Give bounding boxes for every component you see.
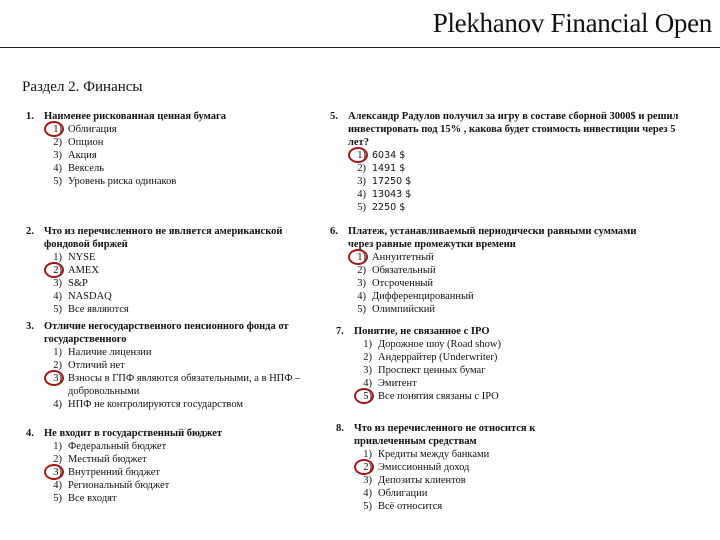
- option-text: Уровень риска одинаков: [68, 176, 177, 187]
- option-text: Всё относится: [378, 501, 443, 512]
- question-2: [26, 225, 306, 316]
- answer-option[interactable]: [44, 453, 306, 466]
- option-text: Облигация: [68, 124, 117, 135]
- question-text: Не входит в государственный бюджет: [44, 428, 223, 439]
- question-7: [336, 325, 666, 403]
- selected-answer-circle: [348, 249, 368, 265]
- option-number: 5): [357, 202, 366, 213]
- option-text: Наличие лицензии: [68, 347, 152, 358]
- question-number: 8.: [336, 423, 344, 434]
- option-number: 3): [53, 373, 62, 384]
- option-number: 3): [357, 176, 366, 187]
- answer-option[interactable]: [354, 364, 666, 377]
- answer-option[interactable]: [44, 440, 306, 453]
- option-number: 3): [363, 475, 372, 486]
- option-number: 1): [363, 339, 372, 350]
- answer-option[interactable]: [354, 390, 666, 403]
- selected-answer-circle: [348, 147, 368, 163]
- answer-option[interactable]: [44, 162, 316, 175]
- option-text: Отличий нет: [68, 360, 125, 371]
- option-number: 1): [53, 347, 62, 358]
- answer-option[interactable]: [348, 303, 660, 316]
- question-number: 6.: [330, 226, 338, 237]
- option-number: 4): [363, 378, 372, 389]
- option-text: НПФ не контролируются государством: [68, 399, 244, 410]
- answer-option[interactable]: [44, 251, 306, 264]
- answer-option[interactable]: [354, 500, 556, 513]
- option-number: 5): [53, 304, 62, 315]
- answer-option[interactable]: [348, 264, 660, 277]
- question-text: Наименее рискованная ценная бумага: [44, 111, 226, 122]
- selected-answer-circle: [44, 262, 64, 278]
- answer-options: [354, 338, 666, 403]
- option-number: 1): [53, 252, 62, 263]
- option-number: 5): [53, 176, 62, 187]
- option-number: 2): [363, 352, 372, 363]
- option-text: Кредиты между банками: [378, 449, 490, 460]
- header-divider: [0, 47, 720, 48]
- answer-option[interactable]: [348, 251, 660, 264]
- question-text: Понятие, не связанное с IPO: [354, 326, 490, 337]
- question-heading: [26, 110, 316, 123]
- question-text: Что из перечисленного не относится к привлеченным средствам: [354, 423, 536, 447]
- option-number: 3): [53, 278, 62, 289]
- option-text: 6034 $: [372, 150, 406, 161]
- answer-option[interactable]: [354, 351, 666, 364]
- answer-option[interactable]: [44, 492, 306, 505]
- answer-option[interactable]: [44, 479, 306, 492]
- question-6: [330, 225, 660, 316]
- answer-option[interactable]: [44, 123, 316, 136]
- option-text: 2250 $: [372, 202, 406, 213]
- question-number: 5.: [330, 111, 338, 122]
- answer-option[interactable]: [354, 448, 556, 461]
- answer-option[interactable]: [348, 175, 690, 188]
- question-text: Александр Радулов получил за игру в составе сборной 3000$ и решил инвестировать под 15% , какова будет стоимость инвестиции через 5 лет?: [348, 111, 679, 148]
- option-text: NASDAQ: [68, 291, 112, 302]
- answer-option[interactable]: [348, 290, 660, 303]
- answer-option[interactable]: [354, 474, 556, 487]
- option-number: 2): [53, 454, 62, 465]
- option-text: Федеральный бюджет: [68, 441, 167, 452]
- answer-option[interactable]: [44, 175, 316, 188]
- question-4: [26, 427, 306, 505]
- answer-option[interactable]: [44, 290, 306, 303]
- option-text: 1491 $: [372, 163, 406, 174]
- answer-option[interactable]: [44, 136, 316, 149]
- option-number: 3): [53, 150, 62, 161]
- answer-options: [348, 149, 690, 214]
- question-heading: [330, 225, 660, 251]
- question-1: [26, 110, 316, 188]
- option-text: NYSE: [68, 252, 96, 263]
- answer-option[interactable]: [44, 346, 306, 359]
- question-number: 2.: [26, 226, 34, 237]
- question-text: Отличие негосударственного пенсионного фонда от государственного: [44, 321, 289, 345]
- option-number: 1): [53, 124, 62, 135]
- answer-option[interactable]: [348, 162, 690, 175]
- question-number: 4.: [26, 428, 34, 439]
- option-text: AMEX: [68, 265, 99, 276]
- answer-option[interactable]: [44, 264, 306, 277]
- option-number: 4): [53, 163, 62, 174]
- option-text: Проспект ценных бумаг: [378, 365, 486, 376]
- option-number: 2): [53, 137, 62, 148]
- option-number: 2): [53, 265, 62, 276]
- selected-answer-circle: [44, 370, 64, 386]
- option-text: Эмиссионный доход: [378, 462, 470, 473]
- option-text: Все входят: [68, 493, 117, 504]
- answer-option[interactable]: [44, 398, 306, 411]
- answer-options: [44, 123, 316, 188]
- answer-option[interactable]: [354, 461, 556, 474]
- selected-answer-circle: [354, 388, 374, 404]
- option-text: Дорожное шоу (Road show): [378, 339, 501, 350]
- option-number: 3): [53, 467, 62, 478]
- question-5: [330, 110, 690, 214]
- answer-options: [348, 251, 660, 316]
- option-number: 1): [363, 449, 372, 460]
- answer-options: [44, 346, 306, 411]
- question-heading: [26, 225, 306, 251]
- answer-option[interactable]: [44, 466, 306, 479]
- option-number: 1): [53, 441, 62, 452]
- option-number: 2): [363, 462, 372, 473]
- answer-option[interactable]: [44, 149, 316, 162]
- option-text: Эмитент: [378, 378, 417, 389]
- question-heading: [330, 110, 690, 149]
- question-text: Платеж, устанавливаемый периодически равными суммами через равные промежутки времени: [348, 226, 637, 250]
- header-title: Plekhanov Financial Open: [432, 8, 712, 38]
- option-text: Региональный бюджет: [68, 480, 170, 491]
- option-text: Все понятия связаны с IPO: [378, 391, 499, 402]
- option-number: 2): [357, 265, 366, 276]
- option-number: 4): [363, 488, 372, 499]
- option-number: 5): [357, 304, 366, 315]
- option-number: 3): [357, 278, 366, 289]
- option-text: S&P: [68, 278, 88, 289]
- answer-option[interactable]: [44, 303, 306, 316]
- option-text: Местный бюджет: [68, 454, 147, 465]
- question-8: [336, 422, 556, 513]
- question-heading: [26, 427, 306, 440]
- option-number: 4): [53, 291, 62, 302]
- answer-options: [354, 448, 556, 513]
- option-text: Вексель: [68, 163, 104, 174]
- option-number: 5): [53, 493, 62, 504]
- option-number: 5): [363, 391, 372, 402]
- answer-option[interactable]: [354, 338, 666, 351]
- answer-options: [44, 440, 306, 505]
- option-text: 17250 $: [372, 176, 412, 187]
- option-text: Опцион: [68, 137, 104, 148]
- question-number: 1.: [26, 111, 34, 122]
- option-text: Андеррайтер (Underwriter): [378, 352, 498, 363]
- option-number: 1): [357, 150, 366, 161]
- option-text: Все являются: [68, 304, 129, 315]
- option-text: Облигации: [378, 488, 428, 499]
- answer-option[interactable]: [348, 277, 660, 290]
- answer-option[interactable]: [44, 359, 306, 372]
- question-number: 3.: [26, 321, 34, 332]
- question-number: 7.: [336, 326, 344, 337]
- option-text: Внутренний бюджет: [68, 467, 160, 478]
- option-text: Дифференцированный: [372, 291, 474, 302]
- section-title: Раздел 2. Финансы: [22, 79, 143, 95]
- option-text: Взносы в ГПФ являются обязательными, а в НПФ – добровольными: [68, 373, 301, 397]
- option-number: 2): [53, 360, 62, 371]
- option-number: 5): [363, 501, 372, 512]
- question-heading: [336, 422, 556, 448]
- option-number: 4): [357, 291, 366, 302]
- selected-answer-circle: [44, 464, 64, 480]
- option-text: Отсроченный: [372, 278, 434, 289]
- option-number: 4): [53, 399, 62, 410]
- answer-options: [44, 251, 306, 316]
- question-3: [26, 320, 306, 411]
- question-heading: [26, 320, 306, 346]
- option-text: 13043 $: [372, 189, 412, 200]
- option-text: Аннуитетный: [372, 252, 434, 263]
- option-number: 4): [357, 189, 366, 200]
- answer-option[interactable]: [354, 377, 666, 390]
- option-number: 2): [357, 163, 366, 174]
- answer-option[interactable]: [44, 372, 306, 398]
- option-text: Акция: [68, 150, 97, 161]
- selected-answer-circle: [44, 121, 64, 137]
- option-text: Депозиты клиентов: [378, 475, 466, 486]
- answer-option[interactable]: [348, 188, 690, 201]
- selected-answer-circle: [354, 459, 374, 475]
- option-text: Обязательный: [372, 265, 436, 276]
- answer-option[interactable]: [44, 277, 306, 290]
- question-heading: [336, 325, 666, 338]
- option-text: Олимпийский: [372, 304, 435, 315]
- option-number: 3): [363, 365, 372, 376]
- option-number: 4): [53, 480, 62, 491]
- answer-option[interactable]: [348, 201, 690, 214]
- question-text: Что из перечисленного не является американской фондовой биржей: [44, 226, 283, 250]
- answer-option[interactable]: [348, 149, 690, 162]
- answer-option[interactable]: [354, 487, 556, 500]
- option-number: 1): [357, 252, 366, 263]
